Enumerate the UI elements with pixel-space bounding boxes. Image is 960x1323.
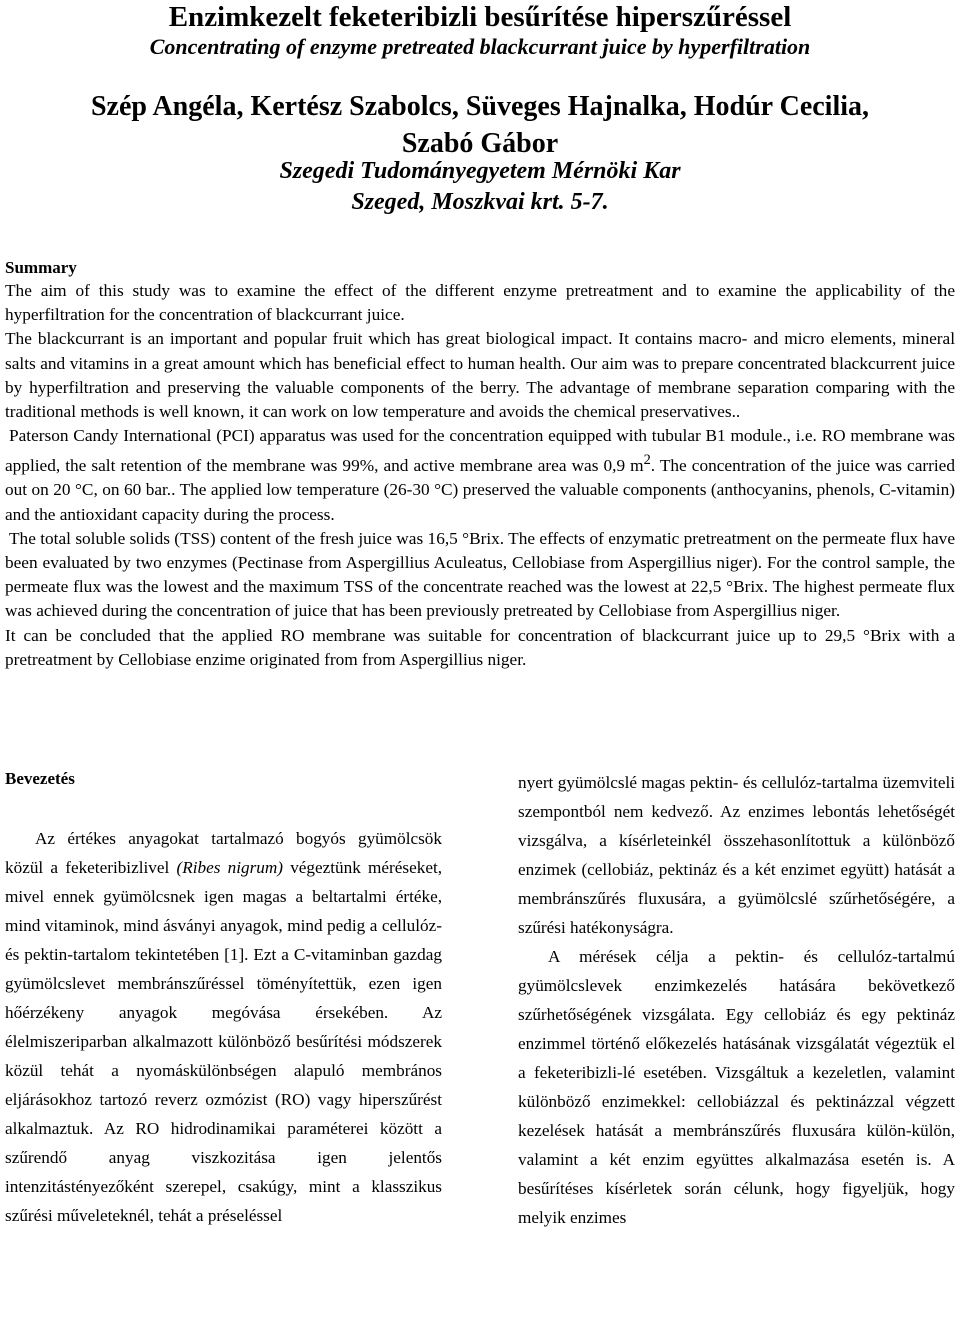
summary-paragraph-1: The aim of this study was to examine the effect of the different enzyme pretreatment and to examine the applicability of the hyperfiltration for the concentration of blackcurrant juice.: [5, 281, 955, 325]
summary-superscript: 2: [643, 452, 651, 469]
affiliation-address: Szeged, Moszkvai krt. 5-7.: [351, 189, 609, 215]
authors-line-2: Szabó Gábor: [401, 128, 559, 159]
summary-paragraph-2: The blackcurrant is an important and popular fruit which has great biological impact. It contains macro- and micro elements, mineral salts and vitamins in a great amount which has beneficial effect to human health. Our aim was to prepare concentrated blackcurrent juice by hyperfiltration and preserving the valuable components of the berry. The advantage of membrane separation comparing with the traditional methods is well known, it can work on low temperature and avoids the chemical preservatives..: [5, 329, 955, 422]
right-column: [518, 768, 955, 1232]
introduction-left-paragraph: [5, 824, 442, 1230]
affiliation-institution: Szegedi Tudományegyetem Mérnöki Kar: [279, 158, 681, 184]
summary-paragraph-3-part-b: . The concentration of the juice was carried out on 20 °C, on 60 bar.. The applied low temperature (26-30 °C) preserved the valuable components (anthocyanins, phenols, C-vitamin) and the antioxidant capacity during the process.: [5, 456, 955, 524]
introduction-right-paragraph-2: A mérések célja a pektin- és cellulóz-tartalmú gyümölcslevek enzimkezelés hatására bekövetkező szűrhetőségének vizsgálata. Egy cellobiáz és egy pektináz enzimmel történő előkezelés hatásának vizsgálatát végeztük el a feketeribizli-lé esetében. Vizsgáltuk a kezeletlen, valamint különböző enzimekkel: cellobiázzal és pektinázzal végzett kezelések hatását a membránszűrés fluxusára külön-külön, valamint a két enzim együttes alkalmazása esetén is. A besűrítéses kísérletek során célunk, hogy figyeljük, hogy melyik enzimes: [518, 947, 955, 1227]
authors-line-1: Szép Angéla, Kertész Szabolcs, Süveges Hajnalka, Hodúr Cecilia,: [90, 91, 870, 122]
title-hungarian: Enzimkezelt feketeribizli besűrítése hiperszűréssel: [168, 1, 792, 33]
summary-paragraph-4: The total soluble solids (TSS) content of the fresh juice was 16,5 °Brix. The effects of enzymatic pretreatment on the permeate flux have been evaluated by two enzymes (Pectinase from Aspergillius Aculeatus, Cellobiase from Aspergillius niger). For the control sample, the permeate flux was the lowest and the maximum TSS of the concentrate reached was the lowest at 22,5 °Brix. The highest permeate flux was achieved during the concentration of juice that has been previously pretreated by Cellobiase from Aspergillius niger.: [5, 528, 955, 621]
introduction-heading: Bevezetés: [5, 769, 75, 788]
summary-heading: Summary: [5, 258, 77, 277]
summary-paragraph-5: It can be concluded that the applied RO membrane was suitable for concentration of blackcurrant juice up to 29,5 °Brix with a pretreatment by Cellobiase enzime originated from from Aspergillius niger.: [5, 625, 955, 669]
left-column: [5, 768, 442, 1230]
intro-text-a: Az értékes anyagokat tartalmazó bogyós gyümölcsök közül a feketeribizlivel: [5, 829, 442, 877]
author-list: [0, 88, 960, 162]
summary-section: [5, 257, 955, 672]
introduction-right-paragraph-1: nyert gyümölcslé magas pektin- és cellulóz-tartalma üzemviteli szempontból nem kedvező. Az enzimes lebontás lehetőségét vizsgálva, a kísérleteinkél összehasonlítottuk a különböző enzimek (cellobiáz, pektináz és a két enzimet együtt) hatását a membránszűrés fluxusára, a gyümölcslé szűrhetőségére, a szűrési hatékonyságra.: [518, 773, 955, 937]
intro-text-b: végeztünk méréseket, mivel ennek gyümölcsnek igen magas a beltartalmi értéke, mind vitaminok, mind ásványi anyagok, mind pedig a cellulóz- és pektin-tartalom tekintetében [1]. Ezt a C-vitaminban gazdag gyümölcslevet membránszűréssel töményítettük, ezen igen hőérzékeny anyagok megóvása érsekében. Az élelmiszeriparban alkalmazott különböző besűrítési módszerek közül tehát a nyomáskülönbségen alapuló membrános eljárásokhoz tartozó reverz ozmózist (RO) vagy hiperszűrést alkalmaztuk. Az RO hidrodinamikai paraméterei között a szűrendő anyag viszkozitása igen jelentős intenzitástényezőként szerepel, csakúgy, mint a klasszikus szűrési műveleteknél, tehát a préseléssel: [5, 858, 443, 1225]
intro-species-name: (Ribes nigrum): [176, 858, 283, 877]
title-english: Concentrating of enzyme pretreated blackcurrant juice by hyperfiltration: [149, 34, 811, 59]
summary-paragraph-3: [5, 424, 955, 527]
summary-paragraph-3-part-a: Paterson Candy International (PCI) apparatus was used for the concentration equipped with tubular B1 module., i.e. RO membrane was applied, the salt retention of the membrane was 99%, and active membrane area was 0,9 m: [5, 426, 955, 476]
affiliation: [0, 156, 960, 218]
